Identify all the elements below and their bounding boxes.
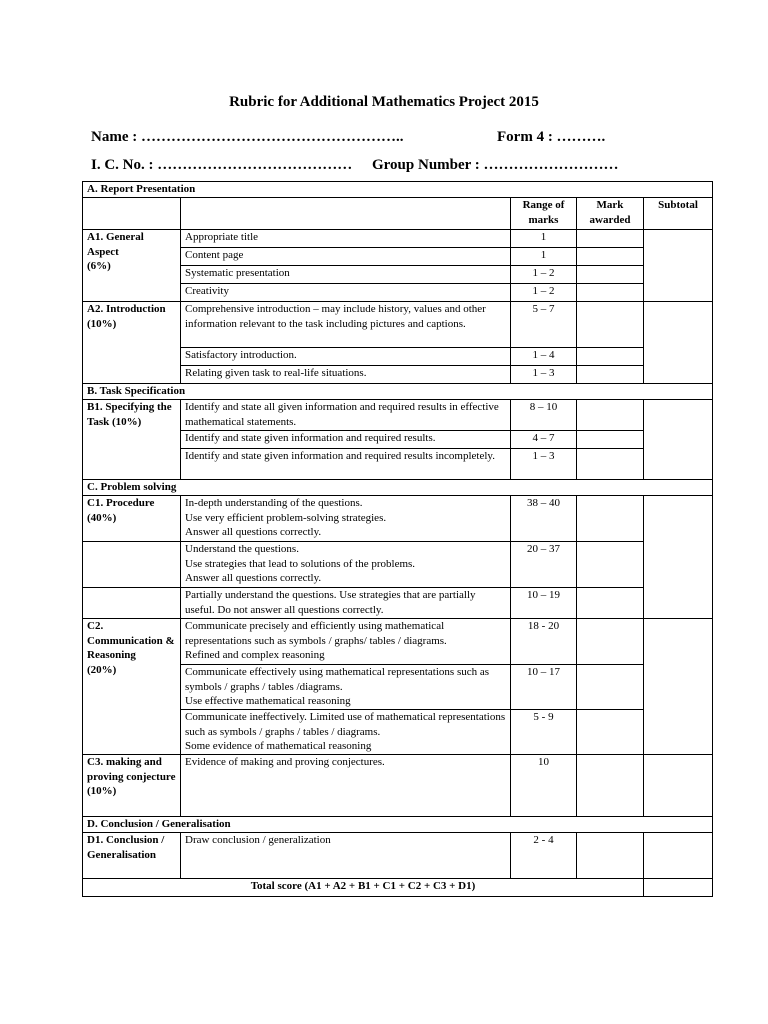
criterion-line: Understand the questions.: [185, 543, 299, 555]
range-cell: 1 – 3: [511, 449, 577, 480]
table-row: [83, 542, 713, 588]
a2-label-cell: [83, 302, 181, 384]
criterion-cell: [181, 496, 511, 542]
criterion-line: Use effective mathematical reasoning: [185, 695, 351, 707]
section-c-title: C. Problem solving: [83, 480, 713, 496]
range-cell: 4 – 7: [511, 431, 577, 449]
total-row: [83, 879, 713, 897]
range-cell: 1 – 2: [511, 284, 577, 302]
range-cell: 5 – 7: [511, 302, 577, 348]
a2-subtotal-cell[interactable]: [644, 302, 713, 384]
criterion-cell: [181, 619, 511, 665]
mark-awarded-header: Mark awarded: [577, 198, 644, 230]
c2-label-cell: [83, 619, 181, 755]
mark-awarded-cell[interactable]: [577, 366, 644, 384]
mark-awarded-cell[interactable]: [577, 496, 644, 542]
mark-awarded-cell[interactable]: [577, 665, 644, 710]
mark-awarded-cell[interactable]: [577, 833, 644, 879]
range-cell: 1 – 2: [511, 266, 577, 284]
a2-label: A2. Introduction: [87, 303, 166, 315]
mark-awarded-cell[interactable]: [577, 266, 644, 284]
mark-awarded-cell[interactable]: [577, 710, 644, 755]
criterion-line: Refined and complex reasoning: [185, 649, 325, 661]
range-cell: 8 – 10: [511, 400, 577, 431]
c1-label-cell: [83, 496, 181, 542]
section-c-header-row: [83, 480, 713, 496]
section-d-header-row: [83, 817, 713, 833]
c3-weight: (10%): [87, 785, 117, 797]
empty-cell: [83, 198, 181, 230]
c2-subtotal-cell[interactable]: [644, 619, 713, 755]
range-cell: 38 – 40: [511, 496, 577, 542]
mark-awarded-cell[interactable]: [577, 755, 644, 817]
empty-cell: [181, 198, 511, 230]
c1-subtotal-cell[interactable]: [644, 496, 713, 619]
c3-label-cell: [83, 755, 181, 817]
criterion-line: Some evidence of mathematical reasoning: [185, 740, 372, 752]
criterion-line: Use very efficient problem-solving strategies.: [185, 511, 387, 524]
section-b-header-row: [83, 384, 713, 400]
section-b-title: B. Task Specification: [83, 384, 713, 400]
table-row: [83, 496, 713, 542]
criterion-cell: [181, 710, 511, 755]
mark-awarded-cell[interactable]: [577, 302, 644, 348]
range-cell: 1 – 4: [511, 348, 577, 366]
a1-label: A1. General Aspect: [87, 231, 144, 258]
table-row: [83, 302, 713, 348]
table-row: [83, 833, 713, 879]
c2-weight: (20%): [87, 663, 117, 676]
criterion-cell: Identify and state all given information and required results in effective mathematical statements.: [181, 400, 511, 431]
criterion-cell: [181, 665, 511, 710]
group-number-field-label: Group Number : ………………………: [372, 157, 619, 173]
criterion-cell: Evidence of making and proving conjectures.: [181, 755, 511, 817]
column-header-row: [83, 198, 713, 230]
b1-label-cell: B1. Specifying the Task (10%): [83, 400, 181, 480]
range-cell: 1: [511, 230, 577, 248]
criterion-cell: Appropriate title: [181, 230, 511, 248]
range-cell: 10 – 19: [511, 588, 577, 619]
mark-awarded-cell[interactable]: [577, 588, 644, 619]
criterion-line: Communicate ineffectively. Limited use of mathematical representations such as symbols / graphs / tables / diagrams.: [185, 711, 506, 738]
name-field-label: Name : ……………………………………………..: [91, 129, 404, 145]
range-cell: 2 - 4: [511, 833, 577, 879]
document-title: Rubric for Additional Mathematics Project 2015: [229, 94, 539, 110]
criterion-cell: Draw conclusion / generalization: [181, 833, 511, 879]
section-a-header-row: [83, 182, 713, 198]
criterion-cell: Creativity: [181, 284, 511, 302]
range-cell: 10 – 17: [511, 665, 577, 710]
empty-cell: [83, 542, 181, 588]
c3-label: C3. making and proving conjecture: [87, 756, 176, 783]
d1-subtotal-cell[interactable]: [644, 833, 713, 879]
criterion-line: Use strategies that lead to solutions of the problems.: [185, 557, 416, 570]
section-a-title: A. Report Presentation: [83, 182, 713, 198]
criterion-cell: Content page: [181, 248, 511, 266]
criterion-cell: Identify and state given information and required results incompletely.: [181, 449, 511, 480]
range-cell: 1: [511, 248, 577, 266]
mark-awarded-cell[interactable]: [577, 248, 644, 266]
range-cell: 20 – 37: [511, 542, 577, 588]
rubric-table: [82, 181, 713, 897]
criterion-cell: Comprehensive introduction – may include history, values and other information relevant to the task including pictures and captions.: [181, 302, 511, 348]
mark-awarded-cell[interactable]: [577, 449, 644, 480]
c3-subtotal-cell[interactable]: [644, 755, 713, 817]
criterion-cell: Partially understand the questions. Use strategies that are partially useful. Do not answer all questions correctly.: [181, 588, 511, 619]
mark-awarded-cell[interactable]: [577, 348, 644, 366]
c1-weight: (40%): [87, 511, 117, 524]
range-cell: 5 - 9: [511, 710, 577, 755]
table-row: [83, 588, 713, 619]
criterion-cell: Systematic presentation: [181, 266, 511, 284]
a1-subtotal-cell[interactable]: [644, 230, 713, 302]
table-row: [83, 400, 713, 431]
mark-awarded-cell[interactable]: [577, 619, 644, 665]
c2-label: C2. Communication & Reasoning: [87, 620, 175, 661]
section-d-title: D. Conclusion / Generalisation: [83, 817, 713, 833]
table-row: [83, 755, 713, 817]
total-score-cell[interactable]: [644, 879, 713, 897]
criterion-cell: Satisfactory introduction.: [181, 348, 511, 366]
mark-awarded-cell[interactable]: [577, 284, 644, 302]
subtotal-header: Subtotal: [644, 198, 713, 230]
criterion-cell: [181, 542, 511, 588]
range-cell: 1 – 3: [511, 366, 577, 384]
c1-label: C1. Procedure: [87, 497, 155, 509]
mark-awarded-cell[interactable]: [577, 431, 644, 449]
criterion-cell: Identify and state given information and required results.: [181, 431, 511, 449]
criterion-line: Communicate precisely and efficiently using mathematical representations such as symbols / graphs/ tables / diagrams.: [185, 620, 447, 647]
b1-subtotal-cell[interactable]: [644, 400, 713, 480]
criterion-line: Answer all questions correctly.: [185, 572, 322, 584]
criterion-line: In-depth understanding of the questions.: [185, 497, 363, 509]
a1-weight: (6%): [87, 260, 111, 272]
total-score-label: Total score (A1 + A2 + B1 + C1 + C2 + C3 + D1): [83, 879, 644, 897]
range-cell: 18 - 20: [511, 619, 577, 665]
range-of-marks-header: Range of marks: [511, 198, 577, 230]
table-row: [83, 230, 713, 248]
criterion-line: Communicate effectively using mathematical representations such as symbols / graphs / tables /diagrams.: [185, 666, 490, 693]
criterion-line: Answer all questions correctly.: [185, 526, 322, 538]
mark-awarded-cell[interactable]: [577, 542, 644, 588]
table-row: [83, 619, 713, 665]
range-cell: 10: [511, 755, 577, 817]
mark-awarded-cell[interactable]: [577, 400, 644, 431]
ic-number-field-label: I. C. No. : …………………………………: [91, 157, 353, 173]
mark-awarded-cell[interactable]: [577, 230, 644, 248]
d1-label-cell: D1. Conclusion / Generalisation: [83, 833, 181, 879]
criterion-cell: Relating given task to real-life situations.: [181, 366, 511, 384]
a2-weight: (10%): [87, 317, 117, 330]
empty-cell: [83, 588, 181, 619]
form-field-label: Form 4 : ……….: [497, 129, 606, 145]
a1-label-cell: [83, 230, 181, 302]
